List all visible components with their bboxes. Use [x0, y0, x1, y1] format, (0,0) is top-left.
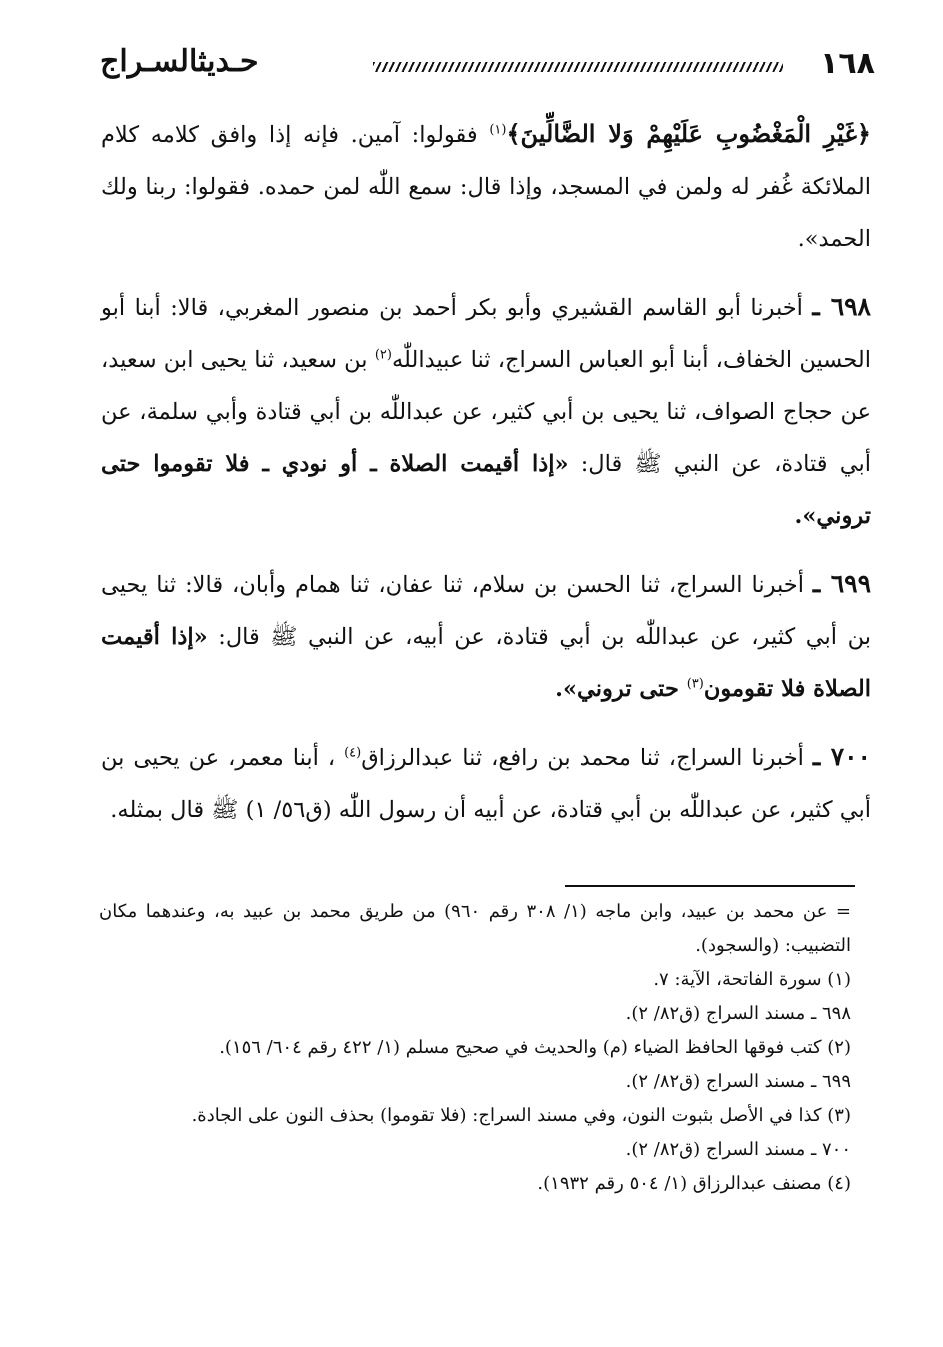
footnotes — [99, 895, 851, 1201]
footnote-1: (١) سورة الفاتحة، الآية: ٧. — [653, 969, 851, 990]
hadith-700 — [101, 731, 871, 836]
hadith-matn: «إذا أقيمت الصلاة ـ أو نودي ـ فلا تقوموا حتى تروني». — [101, 451, 871, 529]
footnote-continuation: = عن محمد بن عبيد، وابن ماجه (١/ ٣٠٨ رقم ٩٦٠) من طريق محمد بن عبيد به، وعندهما مكان التضبيب: (والسجود). — [99, 901, 851, 956]
hadith-number: ٦٩٩ ـ — [812, 569, 872, 598]
footnote-4: (٤) مصنف عبدالرزاق (١/ ٥٠٤ رقم ١٩٣٢). — [537, 1173, 851, 1194]
source-note-698: ٦٩٨ ـ مسند السراج (ق٨٢/ ٢). — [625, 1003, 851, 1024]
footnote-ref-3[interactable]: (٣) — [686, 676, 704, 692]
hadith-698 — [101, 281, 871, 542]
hadith-number: ٧٠٠ ـ — [812, 742, 871, 771]
quran-quote: ﴿غَيْرِ الْمَغْضُوبِ عَلَيْهِمْ وَلا الضَّالِّينَ﴾ — [506, 119, 871, 148]
source-note-699: ٦٩٩ ـ مسند السراج (ق٨٢/ ٢). — [625, 1071, 851, 1092]
running-title: حـديثالسـراج — [100, 44, 259, 79]
hadith-isnad: أخبرنا السراج، ثنا محمد بن رافع، ثنا عبدالرزاق — [361, 745, 813, 771]
hadith-isnad-cont: بن سعيد، ثنا يحيى ابن سعيد، عن حجاج الصواف، ثنا يحيى بن أبي كثير، عن عبداللّٰه بن أبي قتادة وأبي سلمة، عن أبي قتادة، عن النبي ﷺ قال: — [101, 347, 871, 477]
footnote-2: (٢) كتب فوقها الحافظ الضياء (م) والحديث في صحيح مسلم (١/ ٤٢٢ رقم ٦٠٤/ ١٥٦). — [219, 1037, 851, 1058]
hadith-isnad-cont: ، أبنا معمر، عن يحيى بن أبي كثير، عن عبداللّٰه بن أبي قتادة، عن أبيه أن رسول اللّٰه (ق٥٦/ ١) ﷺ قال بمثله. — [101, 745, 871, 823]
footnote-separator — [565, 885, 855, 887]
intro-paragraph — [101, 108, 871, 265]
footnote-ref-1[interactable]: (١) — [489, 122, 507, 138]
header-ornamental-rule — [373, 62, 783, 72]
page-number: ١٦٨ — [820, 46, 875, 81]
page-header — [100, 42, 875, 86]
hadith-isnad: أخبرنا أبو القاسم القشيري وأبو بكر أحمد بن منصور المغربي، قالا: أبنا أبو الحسين الخفاف، أبنا أبو العباس السراج، ثنا عبيداللّٰه — [101, 295, 871, 373]
footnote-3: (٣) كذا في الأصل بثبوت النون، وفي مسند السراج: (فلا تقوموا) بحذف النون على الجادة. — [191, 1105, 851, 1126]
hadith-699 — [101, 558, 871, 715]
intro-text: فقولوا: آمين. فإنه إذا وافق كلامه كلام الملائكة غُفر له ولمن في المسجد، وإذا قال: سمع اللّٰه لمن حمده. فقولوا: ربنا ولك الحمد». — [101, 122, 871, 252]
hadith-matn-cont: حتى تروني». — [555, 676, 687, 702]
footnote-ref-4[interactable]: (٤) — [344, 745, 362, 761]
hadith-isnad: أخبرنا السراج، ثنا الحسن بن سلام، ثنا عفان، ثنا همام وأبان، قالا: ثنا يحيى بن أبي كثير، عن عبداللّٰه بن أبي قتادة، عن أبيه، عن النبي ﷺ قال: — [101, 572, 871, 650]
hadith-matn: «إذا أقيمت الصلاة فلا تقومون — [101, 624, 871, 702]
source-note-700: ٧٠٠ ـ مسند السراج (ق٨٢/ ٢). — [625, 1139, 851, 1160]
footnote-ref-2[interactable]: (٢) — [374, 347, 392, 363]
main-text — [101, 108, 871, 852]
hadith-number: ٦٩٨ ـ — [812, 292, 871, 321]
